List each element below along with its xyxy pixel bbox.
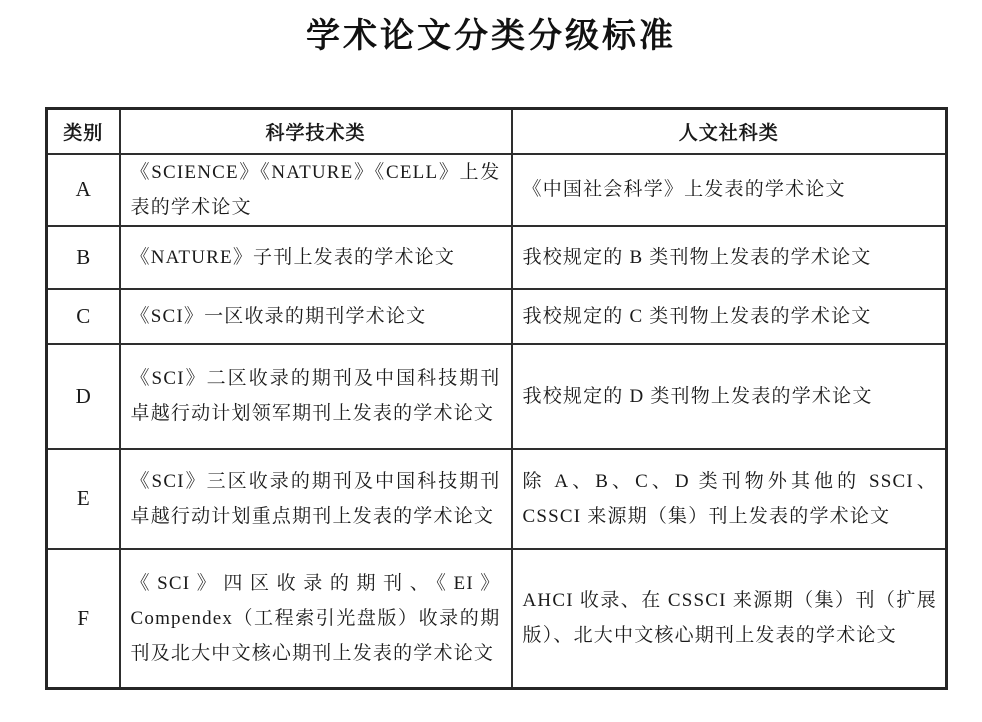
table-row	[47, 344, 947, 449]
tech-cell: 《NATURE》子刊上发表的学术论文	[120, 226, 512, 289]
classification-table	[45, 107, 948, 690]
tech-cell: 《SCI》二区收录的期刊及中国科技期刊卓越行动计划领军期刊上发表的学术论文	[120, 344, 512, 449]
grade-cell: F	[47, 549, 120, 689]
humanities-cell: 我校规定的 C 类刊物上发表的学术论文	[512, 289, 947, 344]
tech-cell: 《SCI》三区收录的期刊及中国科技期刊卓越行动计划重点期刊上发表的学术论文	[120, 449, 512, 549]
table-row	[47, 449, 947, 549]
grade-cell: A	[47, 154, 120, 226]
page-title: 学术论文分类分级标准	[306, 18, 676, 55]
table-row	[47, 226, 947, 289]
column-header-humanities: 人文社科类	[512, 109, 947, 154]
humanities-cell: AHCI 收录、在 CSSCI 来源期（集）刊（扩展版）、北大中文核心期刊上发表的学术论文	[512, 549, 947, 689]
humanities-cell: 《中国社会科学》上发表的学术论文	[512, 154, 947, 226]
grade-cell: B	[47, 226, 120, 289]
grade-cell: D	[47, 344, 120, 449]
table-row	[47, 289, 947, 344]
table-row	[47, 549, 947, 689]
humanities-cell: 我校规定的 D 类刊物上发表的学术论文	[512, 344, 947, 449]
column-header-category: 类别	[47, 109, 120, 154]
grade-cell: E	[47, 449, 120, 549]
tech-cell: 《SCIENCE》《NATURE》《CELL》上发表的学术论文	[120, 154, 512, 226]
tech-cell: 《SCI》四区收录的期刊、《EI》Compendex（工程索引光盘版）收录的期刊及北大中文核心期刊上发表的学术论文	[120, 549, 512, 689]
grade-cell: C	[47, 289, 120, 344]
column-header-science-tech: 科学技术类	[120, 109, 512, 154]
humanities-cell: 除 A、B、C、D 类刊物外其他的 SSCI、CSSCI 来源期（集）刊上发表的学术论文	[512, 449, 947, 549]
table-row	[47, 154, 947, 226]
tech-cell: 《SCI》一区收录的期刊学术论文	[120, 289, 512, 344]
table-header-row	[47, 109, 947, 154]
humanities-cell: 我校规定的 B 类刊物上发表的学术论文	[512, 226, 947, 289]
